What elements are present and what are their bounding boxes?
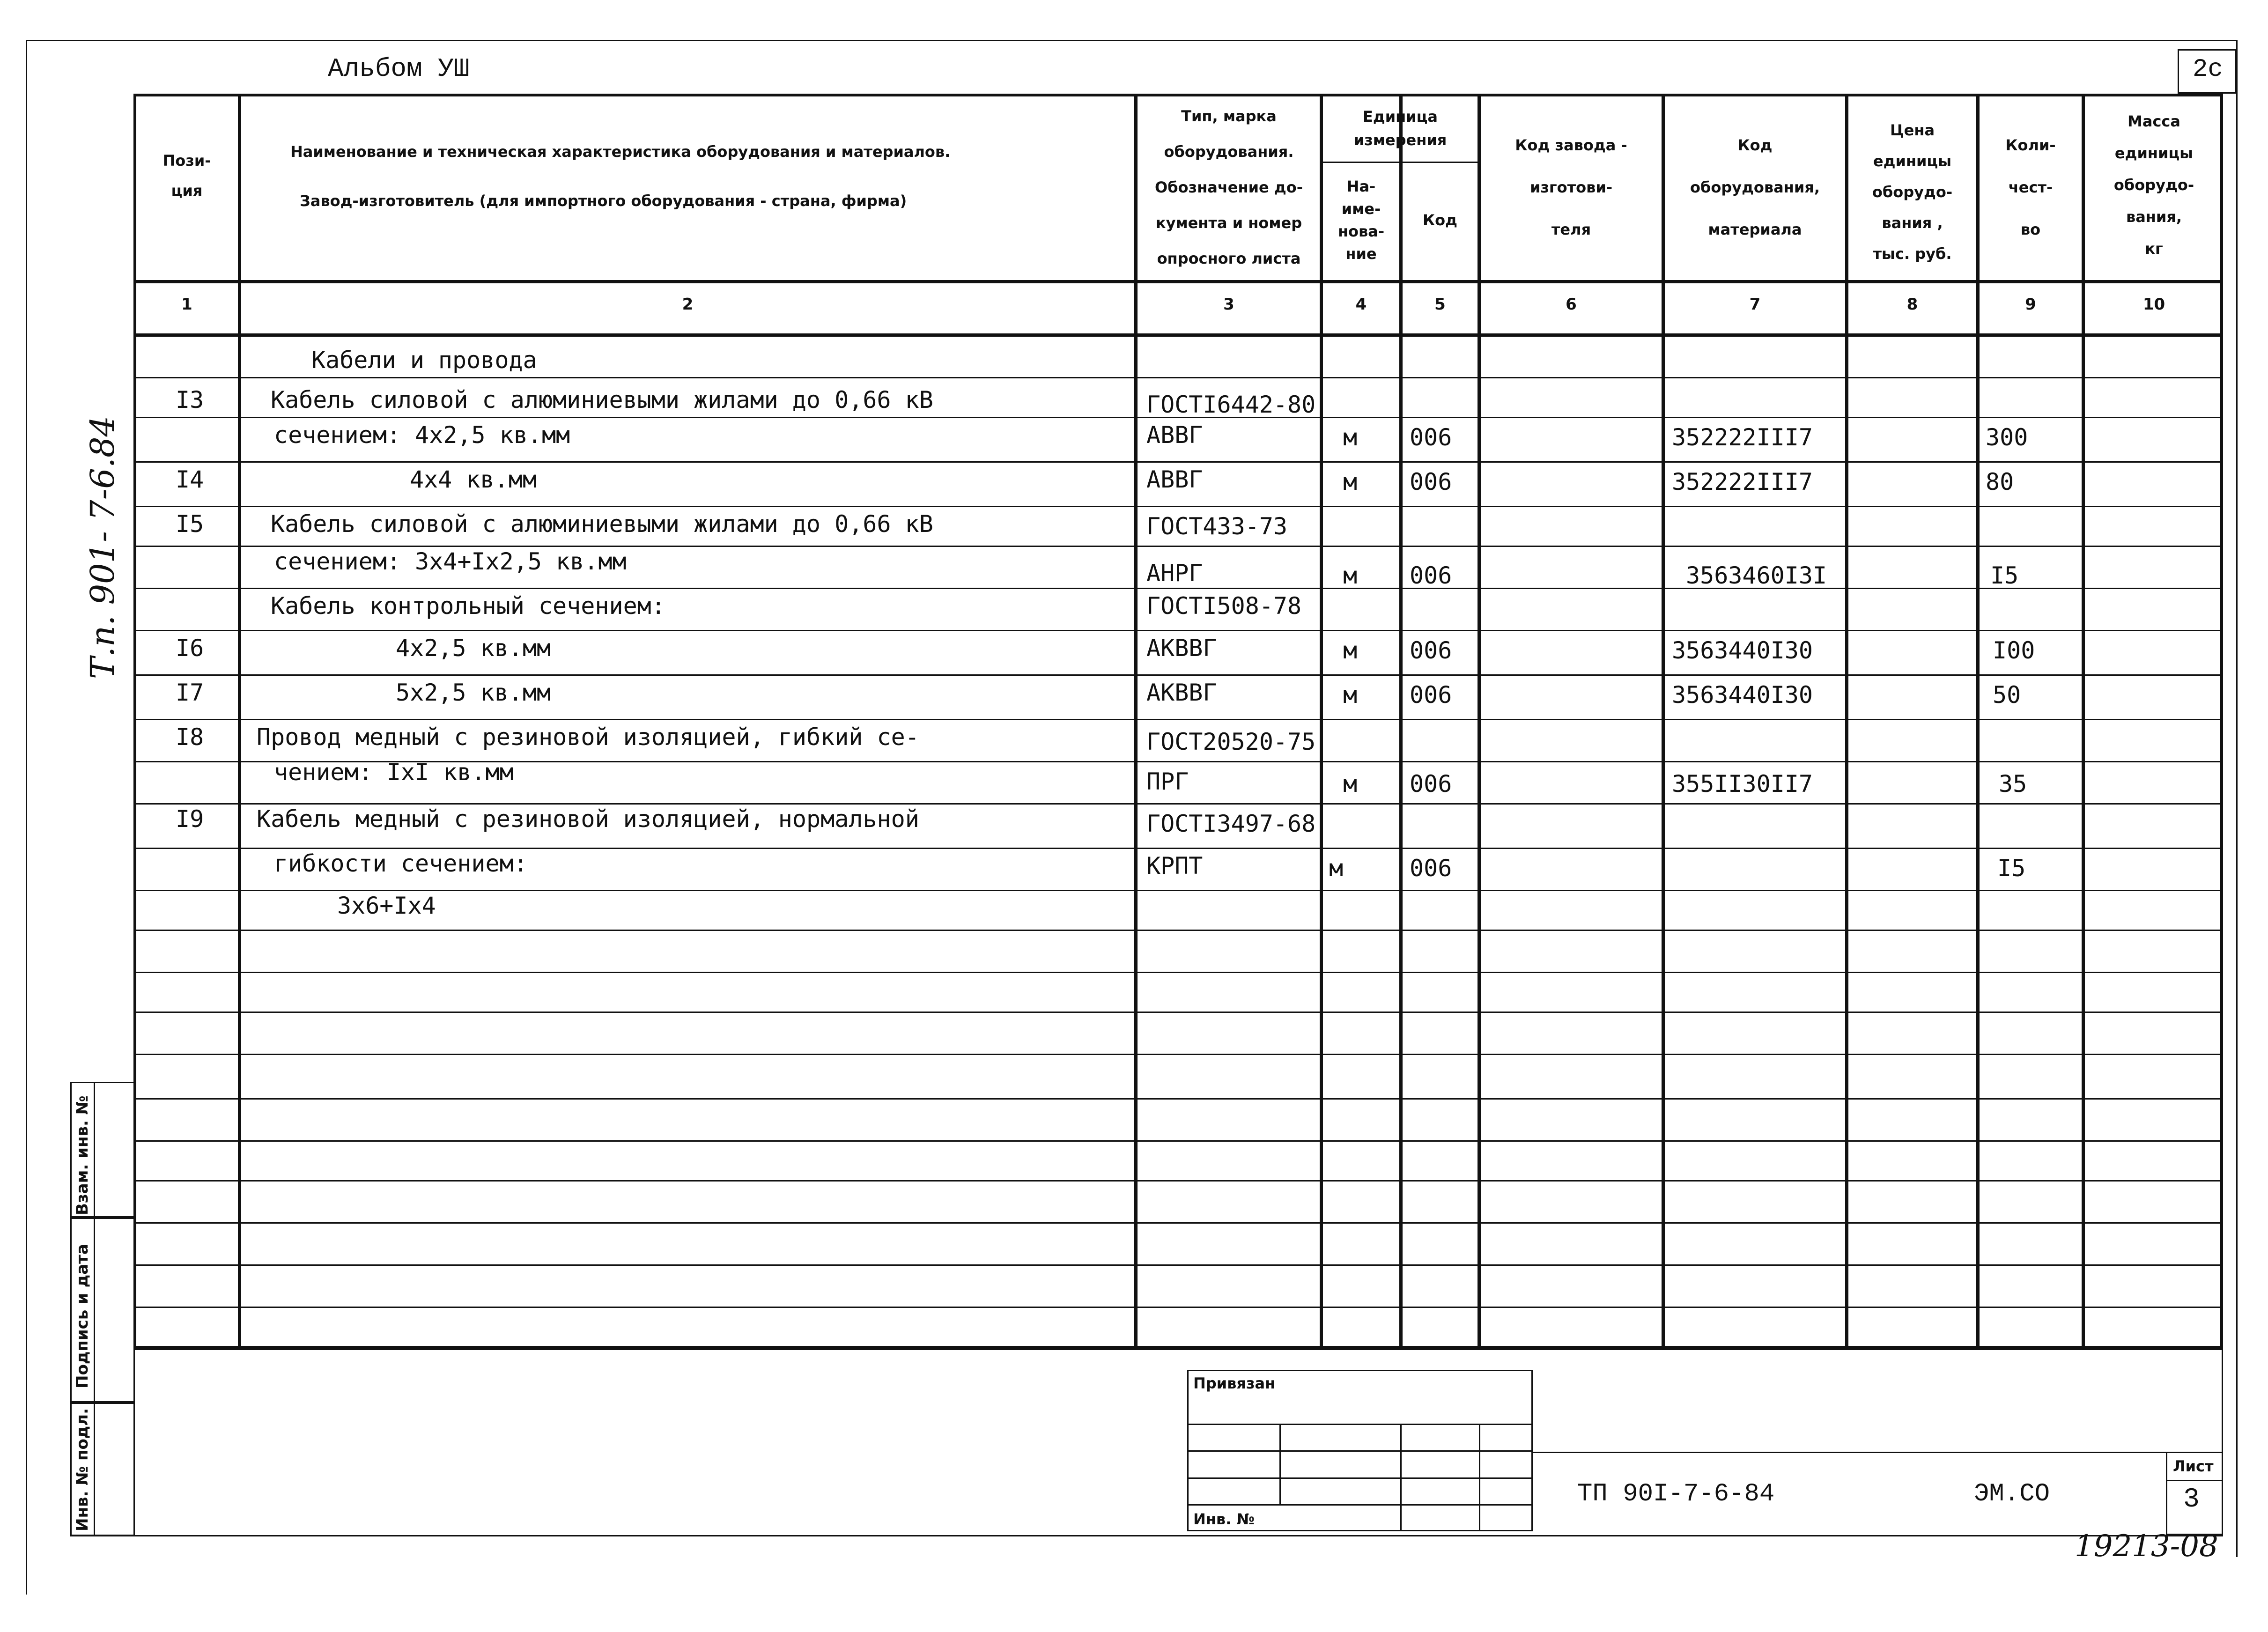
cell-name: чением: IхI кв.мм — [274, 759, 514, 786]
cell-name: Кабели и провода — [311, 347, 537, 374]
cell-position: I3 — [176, 386, 204, 414]
row-line — [133, 803, 2223, 805]
cell-type: АНРГ — [1146, 560, 1203, 587]
row-line — [133, 588, 2223, 589]
cell-unit-name: м — [1343, 681, 1358, 709]
col-header-quantity: Коли- чест- во — [2005, 136, 2056, 238]
list-number: 3 — [2183, 1484, 2200, 1515]
col-number-6: 6 — [1566, 295, 1577, 314]
cell-unit-code: 006 — [1410, 637, 1452, 664]
cell-name: 3х6+Iх4 — [337, 892, 436, 919]
row-line — [133, 719, 2223, 720]
col-header-position: Пози- ция — [163, 152, 211, 199]
col-line-6 — [1662, 94, 1665, 1349]
cell-unit-name: м — [1343, 468, 1358, 495]
cell-name: Кабель силовой с алюминиевыми жилами до 0,66 кВ — [271, 510, 933, 538]
col-header-mass: Масса единицы оборудо- вания, кг — [2113, 112, 2194, 258]
cell-name: 4х4 кв.мм — [410, 466, 537, 493]
col-line-5 — [1478, 94, 1481, 1349]
cell-equipment-code: 3563440I30 — [1672, 681, 1813, 709]
row-line — [133, 972, 2223, 973]
cell-name: Кабель контрольный сечением: — [271, 592, 665, 620]
list-box-divider — [2166, 1480, 2223, 1481]
cell-type: ГОСТ20520-75 — [1146, 728, 1316, 755]
row-line — [133, 377, 2223, 378]
cell-quantity: I5 — [1997, 855, 2026, 882]
stamp-vline-1 — [1279, 1424, 1281, 1504]
col-number-8: 8 — [1906, 295, 1918, 314]
col-number-10: 10 — [2142, 295, 2165, 314]
cell-position: I4 — [176, 466, 204, 493]
row-line — [133, 674, 2223, 676]
cell-quantity: 80 — [1986, 468, 2014, 495]
cell-position: I6 — [176, 635, 204, 662]
stamp-line-1 — [1187, 1424, 1533, 1425]
col-line-8 — [1976, 94, 1980, 1349]
cell-unit-name: м — [1343, 770, 1358, 798]
cell-name: сечением: 4х2,5 кв.мм — [274, 421, 570, 449]
cell-position: I9 — [176, 805, 204, 833]
cell-unit-code: 006 — [1410, 468, 1452, 495]
row-line — [133, 630, 2223, 631]
col-number-7: 7 — [1749, 295, 1761, 314]
col-number-5: 5 — [1434, 295, 1446, 314]
cell-quantity: I5 — [1990, 562, 2019, 589]
col-header-unit-group: Единица измерения — [1353, 108, 1447, 149]
cell-quantity: 300 — [1986, 424, 2028, 451]
stamp-line-2 — [1187, 1450, 1533, 1452]
cell-type: АКВВГ — [1146, 679, 1217, 706]
col-header-type: Тип, марка оборудования. Обозначение до- кумента и номер опросного листа — [1155, 107, 1303, 267]
col-header-equipment-code: Код оборудования, материала — [1690, 136, 1820, 238]
side-label-inv: Инв. № подл. — [73, 1408, 92, 1531]
row-line — [133, 930, 2223, 931]
stamp-privyazan-label: Привязан — [1193, 1374, 1276, 1392]
col-header-price: Цена единицы оборудо- вания , тыс. руб. — [1872, 121, 1953, 263]
col-number-2: 2 — [682, 295, 694, 314]
title-block-top — [1533, 1452, 2223, 1453]
cell-type: АКВВГ — [1146, 635, 1217, 662]
bottom-frame-line — [70, 1535, 2223, 1536]
cell-equipment-code: 352222III7 — [1672, 424, 1813, 451]
row-line — [133, 461, 2223, 463]
cell-equipment-code: 352222III7 — [1672, 468, 1813, 495]
cell-equipment-code: 355II30II7 — [1672, 770, 1813, 798]
row-line — [133, 506, 2223, 507]
cell-type: ГОСТI3497-68 — [1146, 810, 1316, 837]
col-number-1: 1 — [181, 295, 192, 314]
cell-unit-name: м — [1343, 424, 1358, 451]
cell-unit-name: м — [1343, 637, 1358, 664]
row-line — [133, 1307, 2223, 1308]
row-line — [133, 1012, 2223, 1013]
cell-unit-code: 006 — [1410, 681, 1452, 709]
row-line — [133, 890, 2223, 891]
stamp-inv-label: Инв. № — [1193, 1510, 1255, 1528]
col-line-3 — [1320, 94, 1323, 1349]
row-line — [133, 848, 2223, 849]
cell-name: Кабель силовой с алюминиевыми жилами до 0,66 кВ — [271, 386, 933, 414]
cell-quantity: I00 — [1993, 637, 2035, 664]
cell-name: 5х2,5 кв.мм — [396, 679, 551, 706]
cell-equipment-code: 3563440I30 — [1672, 637, 1813, 664]
cell-type: ГОСТI6442-80 — [1146, 391, 1316, 418]
col-header-unit-code: Код — [1423, 211, 1457, 229]
album-title: Альбом УШ — [328, 54, 470, 84]
cell-unit-code: 006 — [1410, 770, 1452, 798]
row-line — [133, 1098, 2223, 1100]
top-edge-line — [26, 40, 2236, 41]
numbers-bottom-line — [133, 333, 2223, 337]
stamp-line-4 — [1187, 1504, 1533, 1506]
stamp-document-code: ТП 90I-7-6-84 — [1577, 1480, 1775, 1508]
col-line-2 — [1134, 94, 1138, 1349]
cell-unit-name: м — [1329, 855, 1344, 882]
col-header-factory-code: Код завода - изготови- теля — [1515, 136, 1627, 238]
cell-quantity: 35 — [1999, 770, 2027, 798]
cell-quantity: 50 — [1993, 681, 2021, 709]
cell-type: ГОСТI508-78 — [1146, 592, 1302, 620]
col-header-name-line1: Наименование и техническая характеристика оборудования и материалов. — [290, 143, 951, 161]
cell-position: I7 — [176, 679, 204, 706]
sheet-corner-number: 2с — [2193, 55, 2223, 84]
side-label-vzam: Взам. инв. № — [73, 1095, 92, 1215]
row-line — [133, 1264, 2223, 1266]
stamp-vline-3 — [1479, 1424, 1480, 1531]
stamp-mark: ЭМ.СО — [1974, 1480, 2050, 1508]
col-header-unit-name: На- име- нова- ние — [1337, 177, 1385, 263]
cell-name: Провод медный с резиновой изоляцией, гибкий се- — [257, 724, 919, 751]
col-line-7 — [1845, 94, 1848, 1349]
col-number-9: 9 — [2025, 295, 2036, 314]
stamp-line-3 — [1187, 1477, 1533, 1479]
cell-type: АВВГ — [1146, 421, 1203, 449]
row-line — [133, 1054, 2223, 1055]
row-line — [133, 1140, 2223, 1142]
cell-unit-code: 006 — [1410, 424, 1452, 451]
cell-position: I5 — [176, 510, 204, 538]
cell-type: ПРГ — [1146, 768, 1189, 795]
footer-registration-number: 19213-08 — [2075, 1529, 2218, 1564]
col-line-9 — [2082, 94, 2085, 1349]
cell-unit-code: 006 — [1410, 562, 1452, 589]
cell-equipment-code: 3563460I3I — [1686, 562, 1827, 589]
cell-type: КРПТ — [1146, 852, 1203, 879]
header-bottom-line — [133, 280, 2223, 283]
cell-type: ГОСТ433-73 — [1146, 513, 1288, 540]
right-edge-line — [2236, 40, 2238, 1557]
unit-group-line — [1320, 162, 1478, 163]
side-box-divider — [94, 1082, 95, 1536]
col-number-4: 4 — [1355, 295, 1367, 314]
cell-type: АВВГ — [1146, 466, 1203, 493]
cell-name: гибкости сечением: — [274, 850, 528, 877]
col-line-4 — [1399, 94, 1403, 1349]
row-line — [133, 1180, 2223, 1182]
side-label-podpis: Подпись и дата — [73, 1244, 92, 1388]
cell-unit-code: 006 — [1410, 855, 1452, 882]
col-line-1 — [238, 94, 241, 1349]
lower-frame-line — [133, 1349, 2223, 1350]
stamp-vline-2 — [1400, 1424, 1402, 1531]
cell-name: сечением: 3х4+Iх2,5 кв.мм — [274, 548, 627, 575]
list-label: Лист — [2173, 1457, 2214, 1475]
left-edge-line — [26, 40, 27, 1595]
row-line — [133, 546, 2223, 547]
row-line — [133, 1222, 2223, 1224]
col-header-name-line2: Завод-изготовитель (для импортного оборудования - страна, фирма) — [300, 192, 907, 210]
side-handwritten-note: Т.п. 901- 7-6.84 — [83, 415, 122, 679]
cell-unit-name: м — [1343, 562, 1358, 589]
col-number-3: 3 — [1223, 295, 1234, 314]
cell-name: Кабель медный с резиновой изоляцией, нормальной — [257, 805, 919, 833]
cell-position: I8 — [176, 724, 204, 751]
cell-name: 4х2,5 кв.мм — [396, 635, 551, 662]
